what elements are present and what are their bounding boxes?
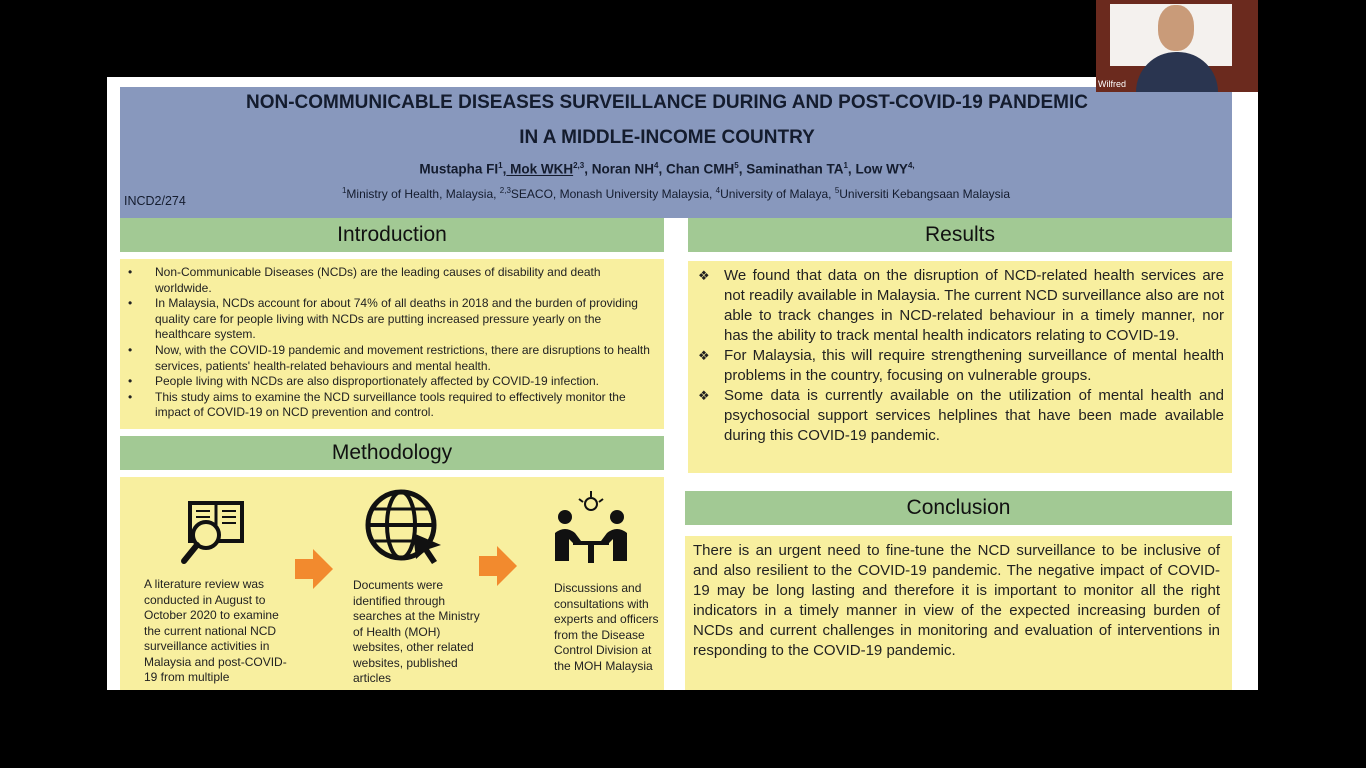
affil-4-num: 5 [834,186,840,195]
author-5: Saminathan TA [742,161,844,177]
author-3: Noran NH [588,161,655,177]
results-heading: Results [688,218,1232,252]
poster-title-line-2: IN A MIDDLE-INCOME COUNTRY [519,127,815,148]
webcam-thumbnail[interactable] [1096,0,1258,92]
introduction-bullet: • This study aims to examine the NCD surveillance tools required to effectively monitor the impact of COVID-19 on NCD prevention and control. [155,390,656,421]
introduction-list [120,259,664,421]
affil-3-num: 4 [715,186,721,195]
globe-cursor-icon [363,487,443,567]
methodology-heading: Methodology [120,436,664,470]
meeting-icon [549,489,633,569]
author-separator: , [502,161,507,177]
author-separator: , [847,161,852,177]
affil-2-num: 2,3 [499,186,511,195]
poster-header [120,87,1232,218]
affil-1: Ministry of Health, Malaysia, [346,187,500,201]
author-6-affil: 4, [907,161,915,170]
book-magnifier-icon [176,499,248,567]
poster-code: INCD2/274 [124,194,186,208]
affil-1-num: 1 [341,186,347,195]
introduction-bullet: • Now, with the COVID-19 pandemic and movement restrictions, there are disruptions to health services, patients' health-related behaviours and mental health. [155,343,656,374]
results-bullet: ❖ For Malaysia, this will require strengthening surveillance of mental health problems in the country, focusing on vulnerable groups. [724,346,1224,386]
introduction-bullet: • In Malaysia, NCDs account for about 74% of all deaths in 2018 and the burden of providing quality care for people living with NCDs are putting increased pressure yearly on the healthcare system. [155,296,656,343]
author-6: Low WY [851,161,908,177]
author-2: Mok WKH [506,161,574,177]
author-separator: , [738,161,743,177]
author-4: Chan CMH [662,161,735,177]
results-list [688,261,1232,446]
poster-slide [107,77,1258,690]
conclusion-heading: Conclusion [685,491,1232,525]
introduction-heading: Introduction [120,218,664,252]
author-separator: , [658,161,663,177]
affil-2: SEACO, Monash University Malaysia, [510,187,716,201]
introduction-body [120,259,664,429]
participant-video-head [1158,5,1194,51]
methodology-step-2-text: Documents were identified through searches at the Ministry of Health (MOH) websites, other related websites, published articles [353,578,480,685]
authors-line [120,161,1214,177]
affil-4: Universiti Kebangsaan Malaysia [839,187,1011,201]
methodology-body [120,477,664,690]
participant-name-label: Wilfred [1098,79,1127,89]
arrow-right-icon [295,549,333,589]
introduction-bullet: • People living with NCDs are also disproportionately affected by COVID-19 infection. [155,374,656,390]
author-1-affil: 1 [498,161,503,170]
results-bullet: ❖ Some data is currently available on the utilization of mental health and psychosocial support services helplines that have been made available during this COVID-19 pandemic. [724,386,1224,446]
results-body [688,261,1232,473]
conclusion-text: There is an urgent need to fine-tune the NCD surveillance to be inclusive of and also resilient to the COVID-19 pandemic. The negative impact of COVID-19 may be long lasting and therefore it is important to monitor all the right indicators in a timely manner in view of the expected increasing burden of NCDs and current challenges in monitoring and evaluation of interventions in responding to the COVID-19 pandemic. [693,542,1220,659]
author-4-affil: 5 [734,161,739,170]
author-5-affil: 1 [843,161,848,170]
author-3-affil: 4 [654,161,659,170]
affil-3: University of Malaya, [720,187,835,201]
author-2-affil: 2,3 [573,161,585,170]
author-separator: , [584,161,588,177]
methodology-step-1-text: A literature review was conducted in August to October 2020 to examine the current national NCD surveillance activities in Malaysia and post-COVID-19 from multiple [144,577,287,684]
author-1: Mustapha FI [419,161,499,177]
results-bullet: ❖ We found that data on the disruption of NCD-related health services are not readily available in Malaysia. The current NCD surveillance also are not able to track changes in NCD-related behaviour in a timely manner, nor has the ability to track mental health indicators relating to COVID-19. [724,266,1224,346]
methodology-step-3-text: Discussions and consultations with experts and officers from the Disease Control Division at the MOH Malaysia [554,581,659,673]
introduction-bullet: • Non-Communicable Diseases (NCDs) are the leading causes of disability and death worldwide. [155,265,656,296]
affiliations-line [120,186,1232,201]
poster-title-line-1: NON-COMMUNICABLE DISEASES SURVEILLANCE DURING AND POST-COVID-19 PANDEMIC [245,92,1089,113]
conclusion-body [685,536,1232,690]
